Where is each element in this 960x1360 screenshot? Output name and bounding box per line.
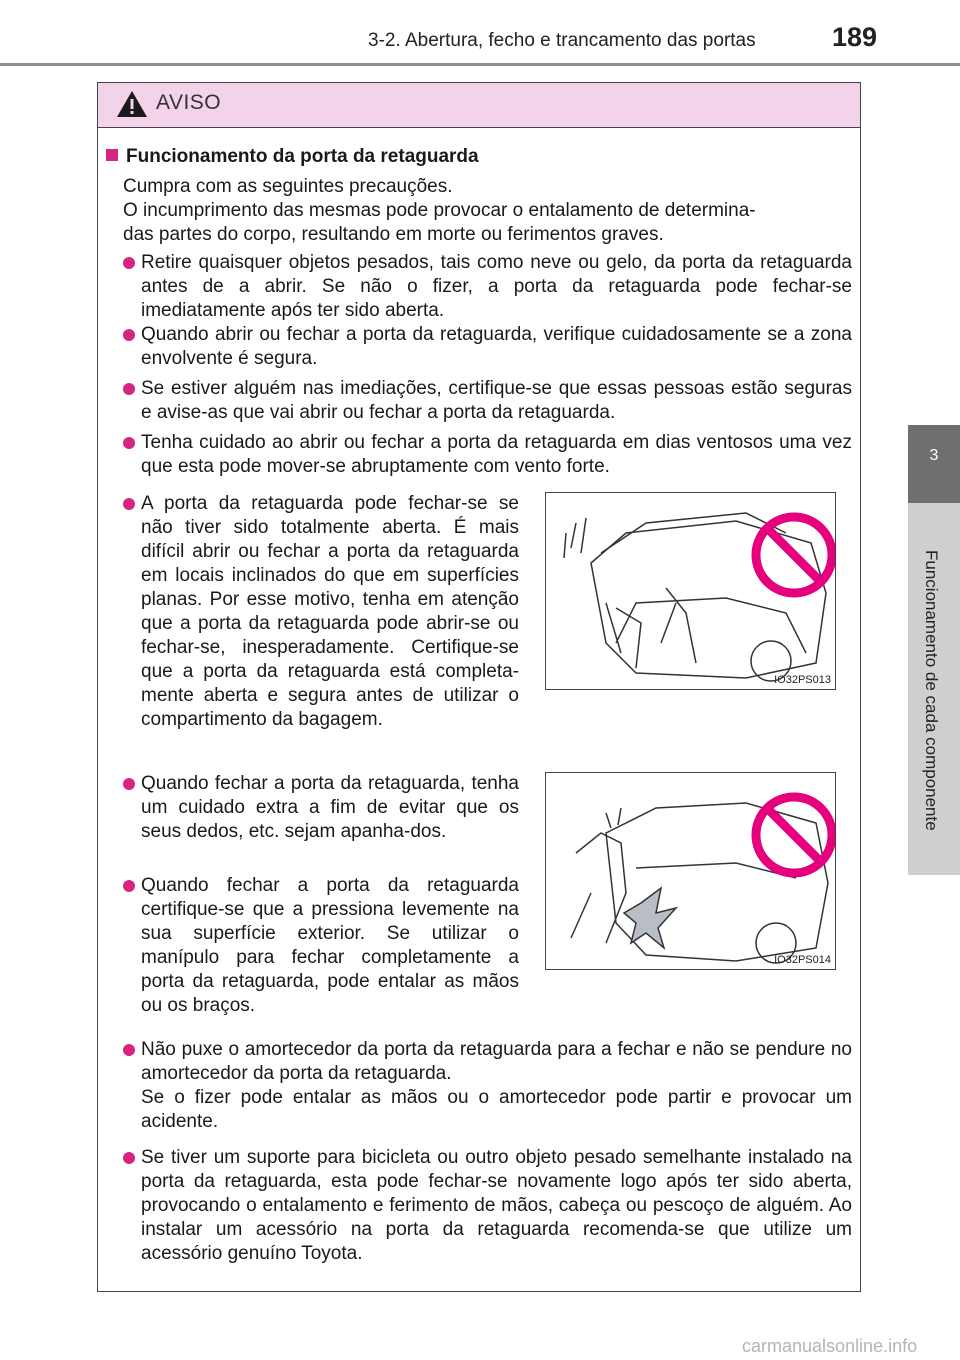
figure-caption: IO32PS013 [774,674,831,686]
bullet-dot-icon [123,383,135,395]
intro-text: Cumpra com as seguintes precauções. O incumprimento das mesmas pode provocar o entalamento de determina- das partes do corpo, resultando em morte ou ferimentos graves. [123,176,756,245]
header-rule [0,63,960,66]
bullet-dot-icon [123,437,135,449]
bullet-item: Quando fechar a porta da retaguarda, tenha um cuidado extra a fim de evitar que os seus dedos, etc. sejam apanha-dos. [141,772,519,844]
bullet-dot-icon [123,1044,135,1056]
car-tailgate-closing-illustration [546,773,835,969]
header-title: 3-2. Abertura, fecho e trancamento das portas [368,30,756,51]
bullet-item: Se tiver um suporte para bicicleta ou outro objeto pesado semelhante instalado na porta da retaguarda, esta pode fechar-se novamente logo após ter sido aberta, provocando o entalamento e ferimento de mãos, cabeça ou pescoço de alguém. Ao instalar um acessório na porta da retaguarda recomenda-se que utilize um acessório genuíno Toyota. [141,1146,852,1266]
bullet-item: Retire quaisquer objetos pesados, tais como neve ou gelo, da porta da retaguarda antes de a abrir. Se não o fizer, a porta da retaguarda pode fechar-se imediatamente após ter sido aberta. [141,251,852,323]
bullet-dot-icon [123,257,135,269]
warning-label: AVISO [156,91,222,114]
side-chapter-tab: 3 [908,425,960,503]
bullet-dot-icon [123,329,135,341]
section-square-icon [106,149,118,161]
car-tailgate-illustration [546,493,835,689]
bullet-item: A porta da retaguarda pode fechar-se se não tiver sido totalmente aberta. É mais difícil abrir ou fechar a porta da retaguarda em locais inclinados do que em superfícies planas. Por esse motivo, tenha em atenção que a porta da retaguarda pode abrir-se ou fechar-se, inesperadamente. Certifique-se que a porta da retaguarda está completa-mente aberta e segura antes de utilizar o compartimento da bagagem. [141,492,519,732]
bullet-item: Não puxe o amortecedor da porta da retaguarda para a fechar e não se pendure no amortecedor da porta da retaguarda. Se o fizer pode entalar as mãos ou o amortecedor pode partir e provocar um acidente. [141,1038,852,1134]
bullet-dot-icon [123,1152,135,1164]
page-number: 189 [832,22,878,52]
bullet-item: Tenha cuidado ao abrir ou fechar a porta da retaguarda em dias ventosos uma vez que esta pode mover-se abruptamente com vento forte. [141,431,852,479]
section-heading: Funcionamento da porta da retaguarda [106,146,479,168]
warning-header [98,83,860,128]
bullet-item: Se estiver alguém nas imediações, certifique-se que essas pessoas estão seguras e avise-as que vai abrir ou fechar a porta da retaguarda. [141,377,852,425]
figure-caption: IO32PS014 [774,954,831,966]
bullet-dot-icon [123,778,135,790]
warning-triangle-icon [116,89,148,119]
watermark: carmanualsonline.info [742,1336,918,1356]
warning-box [97,82,861,1292]
side-chapter-label: Funcionamento de cada componente [922,549,941,831]
figure-tailgate-close [545,772,836,970]
bullet-dot-icon [123,880,135,892]
bullet-item: Quando fechar a porta da retaguarda certifique-se que a pressiona levemente na sua superfície exterior. Se utilizar o manípulo para fechar completamente a porta da retaguarda, pode entalar as mãos ou os braços. [141,874,519,1018]
bullet-item: Quando abrir ou fechar a porta da retaguarda, verifique cuidadosamente se a zona envolvente é segura. [141,323,852,371]
figure-tailgate-open [545,492,836,690]
bullet-dot-icon [123,498,135,510]
